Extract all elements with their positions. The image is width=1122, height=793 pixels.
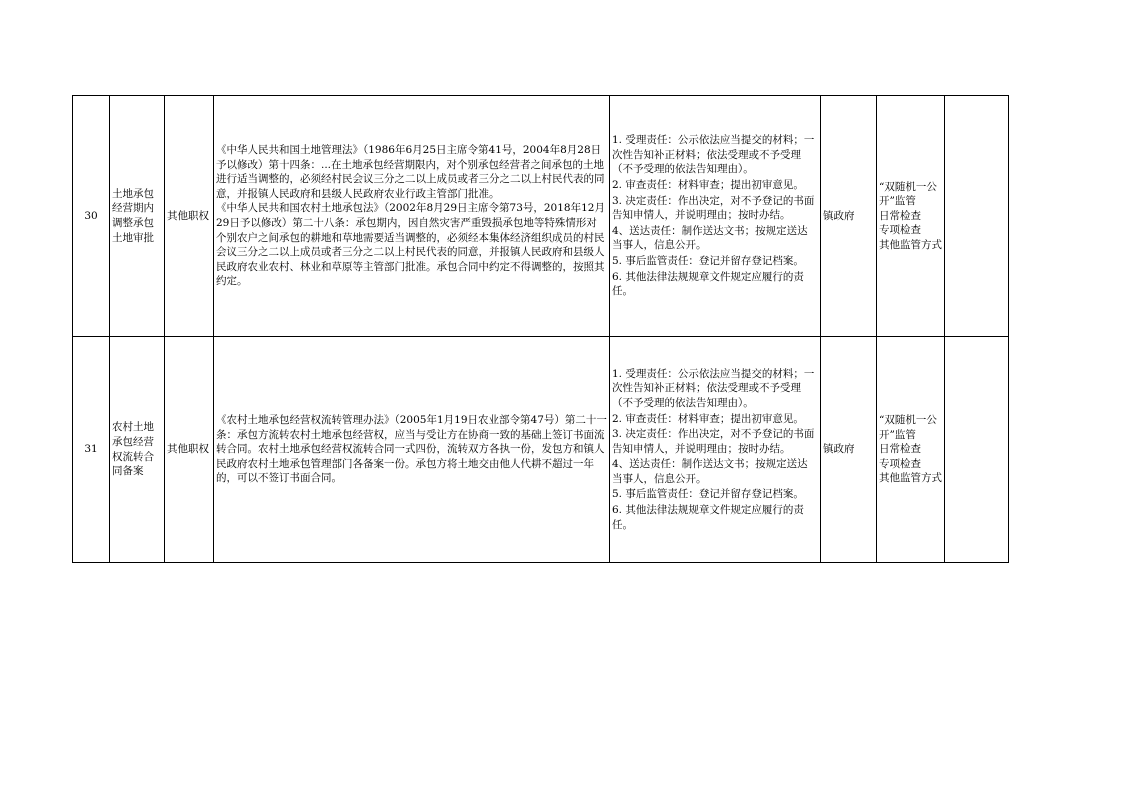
responsibility-item: 3. 决定责任：作出决定，对不予登记的书面告知申情人，并说明理由；按时办结。 — [612, 194, 815, 222]
row-number: 31 — [73, 337, 110, 563]
supervision-method: 日常检查 — [879, 443, 921, 456]
supervision-methods — [877, 96, 945, 337]
authority-type: 其他职权 — [165, 337, 214, 563]
authority-type: 其他职权 — [165, 96, 214, 337]
responsibility-item: 4、送达责任：制作送达文书；按规定送达当事人，信息公开。 — [612, 224, 808, 252]
supervision-method: 其他监管方式 — [879, 238, 942, 251]
row-number: 30 — [73, 96, 110, 337]
responsible-subject: 镇政府 — [821, 96, 877, 337]
legal-basis-clause: 《中华人民共和国农村土地承包法》（2002年8月29日主席令第73号，2018年12月29日予以修改）第二十八条：承包期内，因自然灾害严重毁损承包地等特殊情形对个别农户之间承包的耕地和草地需要适当调整的，必须经本集体经济组织成员的村民会议三分之二以上成员或者三分之二以上村民代表的同意，并报镇人民政府和县级人民政府农业农村、林业和草原等主管部门批准。承包合同中约定不得调整的，按照其约定。 — [216, 202, 605, 288]
supervision-method: 其他监管方式 — [879, 472, 942, 485]
supervision-method: “双随机一公开”监管 — [879, 414, 937, 441]
supervision-method: 专项检查 — [879, 457, 921, 470]
responsibility-list — [610, 337, 821, 563]
responsible-subject: 镇政府 — [821, 337, 877, 563]
responsibility-item: 6. 其他法律法规规章文件规定应履行的责任。 — [612, 270, 804, 298]
legal-basis-clause: 《农村土地承包经营权流转管理办法》（2005年1月19日农业部令第47号）第二十一条：承包方流转农村土地承包经营权，应当与受让方在协商一致的基础上签订书面流转合同。农村土地承包经营权流转合同一式四份，流转双方各执一份，发包方和镇人民政府农村土地承包管理部门各备案一份。承包方将土地交由他人代耕不超过一年的，可以不签订书面合同。 — [216, 414, 607, 485]
responsibility-item: 2. 审查责任：材料审查；提出初审意见。 — [612, 179, 804, 192]
responsibility-item: 1. 受理责任：公示依法应当提交的材料；一次性告知补正材料；依法受理或不予受理（不予受理的依法告知理由）。 — [612, 367, 815, 409]
responsibility-item: 2. 审查责任：材料审查；提出初审意见。 — [612, 412, 804, 425]
responsibility-item: 3. 决定责任：作出决定，对不予登记的书面告知申情人，并说明理由；按时办结。 — [612, 428, 815, 455]
legal-basis — [214, 337, 610, 563]
remark-cell — [945, 337, 1009, 563]
authority-table — [72, 95, 1009, 563]
responsibility-item: 5. 事后监管责任：登记并留存登记档案。 — [612, 488, 804, 501]
supervision-method: 日常检查 — [879, 209, 921, 222]
responsibility-item: 1. 受理责任：公示依法应当提交的材料；一次性告知补正材料；依法受理或不予受理（不予受理的依法告知理由）。 — [612, 134, 815, 176]
supervision-methods — [877, 337, 945, 563]
responsibility-list — [610, 96, 821, 337]
table-row — [73, 96, 1009, 337]
table-row — [73, 337, 1009, 563]
supervision-method: 专项检查 — [879, 224, 921, 237]
responsibility-item: 6. 其他法律法规规章文件规定应履行的责任。 — [612, 504, 804, 531]
responsibility-item: 4、送达责任：制作送达文书；按规定送达当事人，信息公开。 — [612, 458, 808, 485]
remark-cell — [945, 96, 1009, 337]
responsibility-item: 5. 事后监管责任：登记并留存登记档案。 — [612, 254, 804, 267]
supervision-method: “双随机一公开”监管 — [879, 180, 937, 208]
legal-basis — [214, 96, 610, 337]
item-name: 土地承包经营期内调整承包土地审批 — [110, 96, 165, 337]
item-name: 农村土地承包经营权流转合同备案 — [110, 337, 165, 563]
legal-basis-clause: 《中华人民共和国土地管理法》（1986年6月25日主席令第41号，2004年8月28日予以修改）第十四条：...在土地承包经营期限内，对个别承包经营者之间承包的土地进行适当调整的，必须经村民会议三分之二以上成员或者三分之二以上村民代表的同意，并报镇人民政府和县级人民政府农业行政主管部门批准。 — [216, 144, 605, 200]
